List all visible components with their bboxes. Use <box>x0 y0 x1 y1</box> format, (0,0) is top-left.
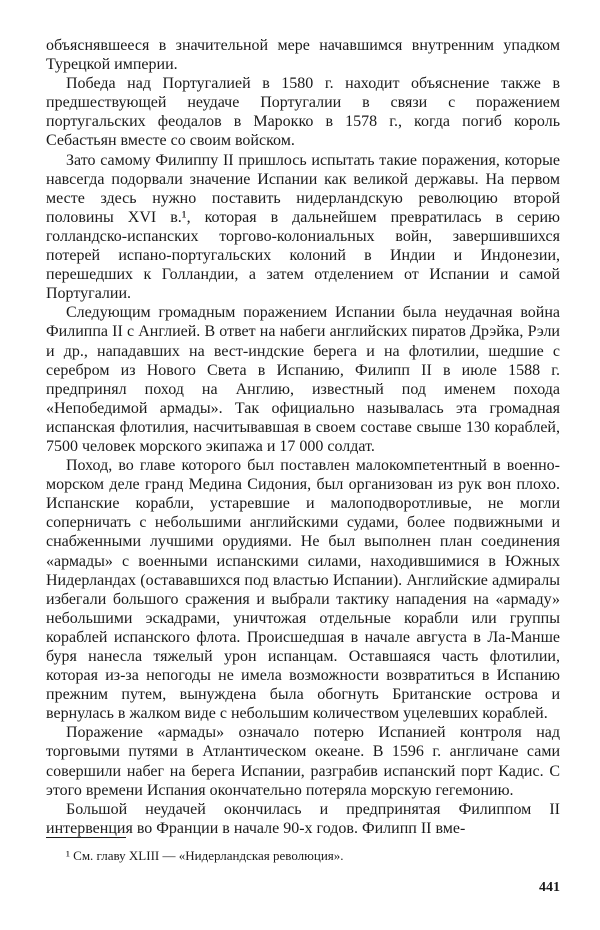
paragraph-armada-consequences: Поражение «армады» означало потерю Испанией контроля над торговыми путями в Атлантическом океане. В 1596 г. англичане сами совершили набег на берега Испании, разграбив испанский порт Кадис. С этого времени Испания окончательно потеряла морскую гегемонию. <box>46 724 560 799</box>
paragraph-war-with-england: Следующим громадным поражением Испании была неудачная война Филиппа II с Англией. В ответ на набеги английских пиратов Дрэйка, Рэли и др., нападавших на вест-индские берега и на флотилии, шедшие с серебром из Нового Света в Испанию, Филипп II в июле 1588 г. предпринял поход на Англию, известный под именем похода «Непобедимой армады». Так официально называлась эта громадная испанская флотилия, насчитывавшая в своем составе свыше 130 кораблей, 7500 человек морского экипажа и 17 000 солдат. <box>46 304 560 455</box>
paragraph-france-intervention: Большой неудачей окончилась и предпринятая Филиппом II интервенция во Франции в начале 90-х годов. Филипп II вме- <box>46 800 560 837</box>
paragraph-armada-campaign: Поход, во главе которого был поставлен малокомпетентный в военно-морском деле гранд Медина Сидония, был организован из рук вон плохо. Испанские корабли, устаревшие и малоподворотливые, не могли соперничать с небольшими английскими судами, более подвижными и снабженными лучшими орудиями. Не был выполнен план соединения «армады» с военными испанскими силами, находившимися в Южных Нидерландах (остававшихся под властью Испании). Английские адмиралы избегали большого сражения и выбрали тактику нападения на «армаду» небольшими эскадрами, уничтожая отдельные корабли или группы кораблей испанского флота. Происшедшая в начале августа в Ла-Манше буря нанесла тяжелый урон испанцам. Оставшаяся часть флотилии, которая из-за непогоды не имела возможности возвратиться в Испанию прежним путем, вынуждена была обогнуть Британские острова и вернулась в жалком виде с небольшим количеством уцелевших кораблей. <box>46 457 560 723</box>
main-text-column <box>46 36 560 838</box>
paragraph-continuation: объяснявшееся в значительной мере начавшимся внутренним упадком Турецкой империи. <box>46 37 560 74</box>
paragraph-portugal-victory: Победа над Португалией в 1580 г. находит объяснение также в предшествующей неудаче Португалии в связи с поражением португальских феодалов в Марокко в 1578 г., когда погиб король Себастьян вместе со своим войском. <box>46 75 560 150</box>
page-number: 441 <box>539 880 560 895</box>
paragraph-philip-defeats: Зато самому Филиппу II пришлось испытать такие поражения, которые навсегда подорвали значение Испании как великой державы. На первом месте здесь нужно поставить нидерландскую революцию второй половины XVI в.¹, которая в дальнейшем превратилась в серию голландско-испанских торгово-колониальных войн, завершившихся потерей испано-португальских колоний в Индии и Индонезии, перешедших к Голландии, а затем отделением от Испании и самой Португалии. <box>46 151 560 303</box>
footnote: ¹ См. главу XLIII — «Нидерландская революция». <box>66 848 344 863</box>
footnote-divider <box>46 837 126 838</box>
